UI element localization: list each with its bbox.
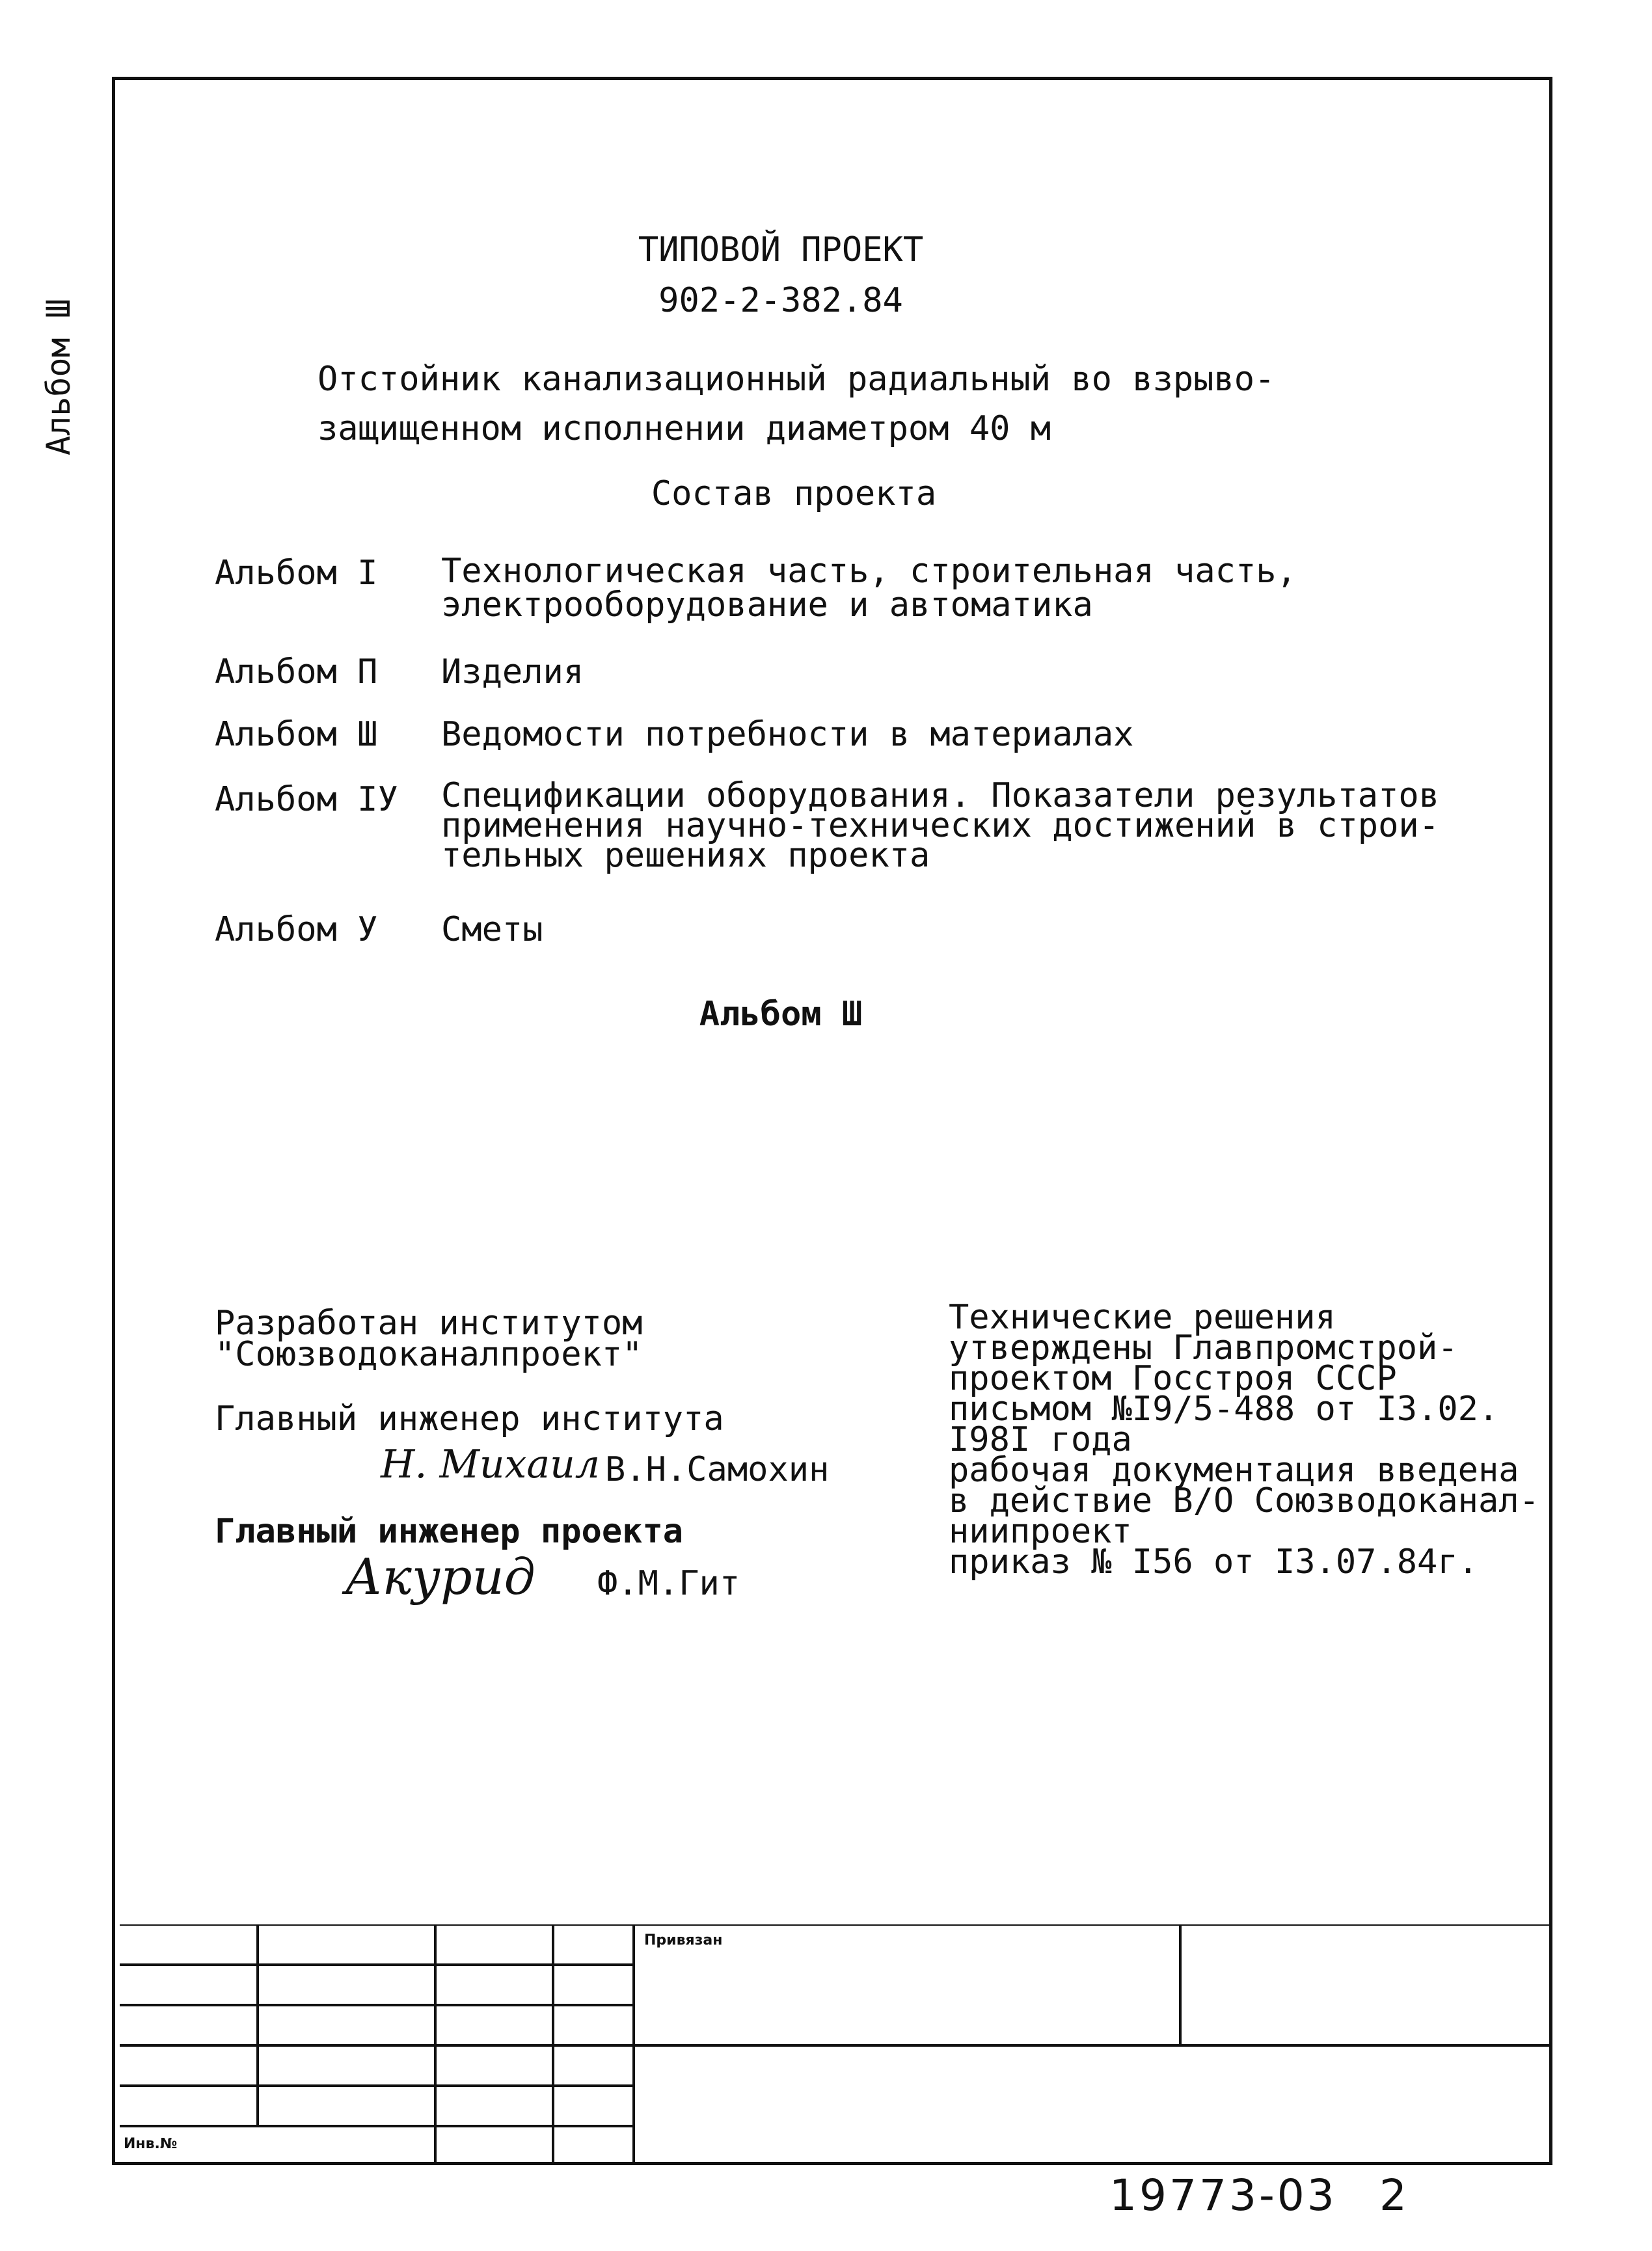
approval-line: письмом №I9/5-488 от I3.02. — [949, 1390, 1499, 1429]
project-number: 902-2-382.84 — [658, 281, 903, 320]
approval-line: утверждены Главпромстрой- — [949, 1328, 1458, 1368]
title-line2: защищенном исполнении диаметром 40 м — [318, 409, 1051, 448]
volume-label: Альбом Ш — [215, 715, 378, 754]
project-engineer-name: Ф.М.Гит — [597, 1564, 740, 1603]
volume-text: Технологическая часть, строительная часть, электрооборудование и автоматика — [441, 552, 1297, 625]
volume-label: Альбом I — [215, 554, 378, 593]
volume-text: Спецификации оборудования. Показатели результатов применения научно-технических достижений в строи-тельных решениях проекта — [441, 776, 1440, 875]
page-number: 2 — [1379, 2170, 1409, 2220]
volume-label: Альбом П — [215, 653, 378, 692]
chief-engineer-signature: Н. Михаил — [381, 1442, 601, 1487]
approval-line: ниипроект — [949, 1512, 1132, 1551]
developed-by: Разработан институтом — [215, 1304, 643, 1343]
document-number: 19773-03 — [1109, 2170, 1337, 2220]
volume-label: Альбом У — [215, 910, 378, 949]
volume-text: Изделия — [441, 653, 584, 692]
approval-line: Технические решения — [949, 1298, 1336, 1337]
stamp-grid — [120, 1924, 1551, 2163]
volume-text: Ведомости потребности в материалах — [441, 715, 1134, 754]
stamp-attached-label: Привязан — [644, 1932, 723, 1948]
volume-text: Сметы — [441, 910, 543, 949]
stamp-inventory-label: Инв.№ — [124, 2136, 178, 2152]
approval-line: приказ № I56 от I3.07.84г. — [949, 1543, 1478, 1582]
stamp-table — [120, 1924, 1551, 2163]
approval-line: в действие В/О Союзводоканал- — [949, 1481, 1539, 1520]
chief-engineer-name: В.Н.Самохин — [605, 1450, 830, 1489]
approval-line: I98I года — [949, 1420, 1132, 1459]
approval-line: проектом Госстроя СССР — [949, 1359, 1397, 1398]
header-line1: ТИПОВОЙ ПРОЕКТ — [638, 230, 924, 269]
title-line1: Отстойник канализационный радиальный во взрыво- — [318, 360, 1275, 399]
approval-line: рабочая документация введена — [949, 1451, 1519, 1490]
chief-engineer-title: Главный инженер института — [215, 1399, 724, 1438]
volume-label: Альбом IУ — [215, 780, 398, 819]
approval-block — [949, 1298, 1547, 1582]
composition-heading: Состав проекта — [651, 474, 937, 513]
institute-name: "Союзводоканалпроект" — [215, 1335, 643, 1374]
project-engineer-signature: Акурид — [345, 1548, 535, 1606]
side-album-label: Альбом Ш — [40, 299, 77, 455]
project-engineer-title: Главный инженер проекта — [215, 1512, 684, 1551]
current-volume: Альбом Ш — [699, 995, 863, 1034]
